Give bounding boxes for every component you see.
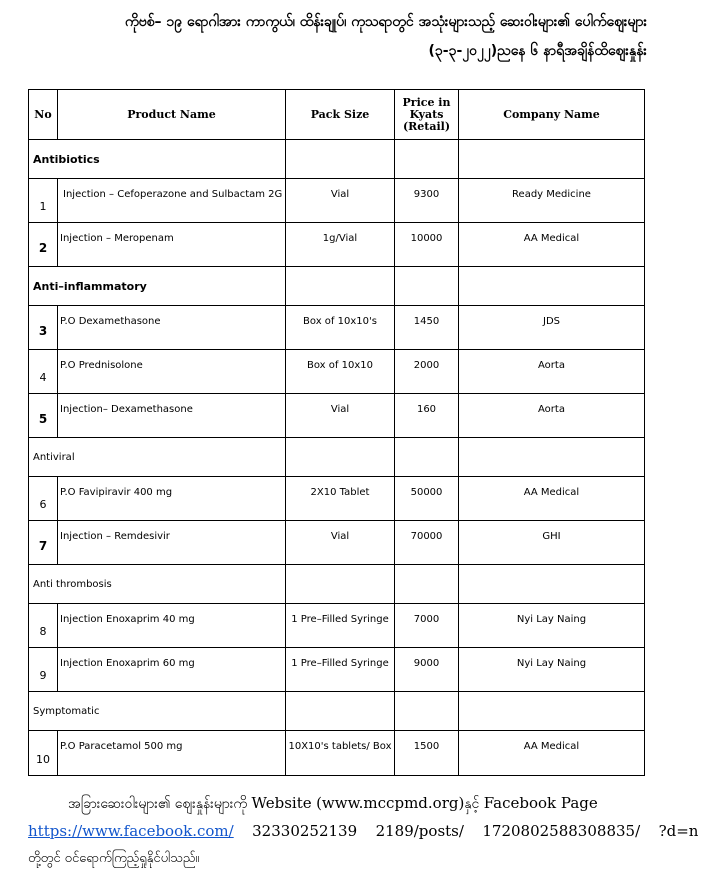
- footer-line-2: [28, 822, 699, 840]
- row-no: 2: [29, 223, 58, 267]
- facebook-page-label: Facebook Page: [483, 794, 598, 812]
- column-header-product: Product Name: [58, 90, 286, 140]
- row-product: P.O Paracetamol 500 mg: [58, 731, 286, 776]
- row-company: AA Medical: [459, 477, 645, 521]
- footer-line-1: [28, 794, 650, 815]
- table-row: [29, 477, 645, 521]
- row-product: Injection– Dexamethasone: [58, 394, 286, 438]
- row-price: 9000: [395, 648, 459, 692]
- category-label: Anti thrombosis: [29, 565, 286, 604]
- row-company: Aorta: [459, 350, 645, 394]
- facebook-link-part: 2189/posts/: [375, 822, 464, 840]
- facebook-link-part: 32330252139: [252, 822, 358, 840]
- row-no: 10: [29, 731, 58, 776]
- website-url-link[interactable]: (www.mccpmd.org): [316, 794, 465, 812]
- facebook-link-part: ?d=n: [658, 822, 699, 840]
- row-product: Injection – Remdesivir: [58, 521, 286, 565]
- row-price: 1500: [395, 731, 459, 776]
- table-row: [29, 306, 645, 350]
- table-row: [29, 350, 645, 394]
- row-product: P.O Favipiravir 400 mg: [58, 477, 286, 521]
- row-pack: Vial: [286, 394, 395, 438]
- row-price: 70000: [395, 521, 459, 565]
- row-no: 7: [29, 521, 58, 565]
- category-label: Anti–inflammatory: [29, 267, 286, 306]
- row-company: JDS: [459, 306, 645, 350]
- row-pack: 1 Pre–Filled Syringe: [286, 648, 395, 692]
- row-no: 1: [29, 179, 58, 223]
- row-product: P.O Dexamethasone: [58, 306, 286, 350]
- row-pack: 10X10's tablets/ Box: [286, 731, 395, 776]
- row-price: 7000: [395, 604, 459, 648]
- page-title: ကိုဗစ်– ၁၉ ရောဂါအား ကာကွယ်၊ ထိန်းချုပ်၊ ကုသရာတွင် အသုံးများသည့် ဆေးဝါးများ၏ ပေါက်ဈေးများ: [124, 14, 647, 30]
- row-pack: Vial: [286, 521, 395, 565]
- row-price: 160: [395, 394, 459, 438]
- row-price: 2000: [395, 350, 459, 394]
- row-company: AA Medical: [459, 731, 645, 776]
- row-product: Injection Enoxaprim 40 mg: [58, 604, 286, 648]
- row-product: P.O Prednisolone: [58, 350, 286, 394]
- website-label: Website: [251, 794, 312, 812]
- column-header-pack: Pack Size: [286, 90, 395, 140]
- table-row: [29, 731, 645, 776]
- row-company: Ready Medicine: [459, 179, 645, 223]
- row-company: Nyi Lay Naing: [459, 648, 645, 692]
- row-no: 6: [29, 477, 58, 521]
- column-header-no: No: [29, 90, 58, 140]
- row-no: 5: [29, 394, 58, 438]
- and-word: နှင့်: [464, 796, 480, 812]
- category-row: [29, 267, 645, 306]
- category-label: Antiviral: [29, 438, 286, 477]
- facebook-link-part: 1720802588308835/: [482, 822, 641, 840]
- row-price: 9300: [395, 179, 459, 223]
- row-company: AA Medical: [459, 223, 645, 267]
- row-product: Injection – Meropenam: [58, 223, 286, 267]
- table-row: [29, 521, 645, 565]
- table-header-row: [29, 90, 645, 140]
- row-pack: 2X10 Tablet: [286, 477, 395, 521]
- row-pack: Box of 10x10's: [286, 306, 395, 350]
- column-header-price: Price in Kyats (Retail): [395, 90, 459, 140]
- row-no: 4: [29, 350, 58, 394]
- category-row: [29, 565, 645, 604]
- row-price: 10000: [395, 223, 459, 267]
- category-row: [29, 140, 645, 179]
- row-price: 1450: [395, 306, 459, 350]
- row-no: 3: [29, 306, 58, 350]
- price-table: [28, 89, 645, 776]
- category-label: Antibiotics: [29, 140, 286, 179]
- footer-prefix: အခြားဆေးဝါးများ၏ ဈေးနှုန်းများကို: [68, 796, 248, 812]
- row-product: Injection – Cefoperazone and Sulbactam 2G: [58, 179, 286, 223]
- row-company: Aorta: [459, 394, 645, 438]
- row-price: 50000: [395, 477, 459, 521]
- footer-line-3: တို့တွင် ဝင်ရောက်ကြည့်ရှုနိုင်ပါသည်။: [28, 851, 200, 866]
- row-company: GHI: [459, 521, 645, 565]
- page-subtitle-date: (၃-၃-၂၀၂၂)ညနေ ၆ နာရီအချိန်ထိဈေးနှုန်း: [428, 43, 647, 59]
- table-row: [29, 648, 645, 692]
- row-product: Injection Enoxaprim 60 mg: [58, 648, 286, 692]
- row-no: 9: [29, 648, 58, 692]
- column-header-company: Company Name: [459, 90, 645, 140]
- row-pack: 1g/Vial: [286, 223, 395, 267]
- category-row: [29, 692, 645, 731]
- category-label: Symptomatic: [29, 692, 286, 731]
- table-row: [29, 179, 645, 223]
- facebook-link[interactable]: https://www.facebook.com/: [28, 822, 234, 840]
- row-pack: Vial: [286, 179, 395, 223]
- row-no: 8: [29, 604, 58, 648]
- table-row: [29, 604, 645, 648]
- table-row: [29, 394, 645, 438]
- row-company: Nyi Lay Naing: [459, 604, 645, 648]
- row-pack: Box of 10x10: [286, 350, 395, 394]
- row-pack: 1 Pre–Filled Syringe: [286, 604, 395, 648]
- category-row: [29, 438, 645, 477]
- table-row: [29, 223, 645, 267]
